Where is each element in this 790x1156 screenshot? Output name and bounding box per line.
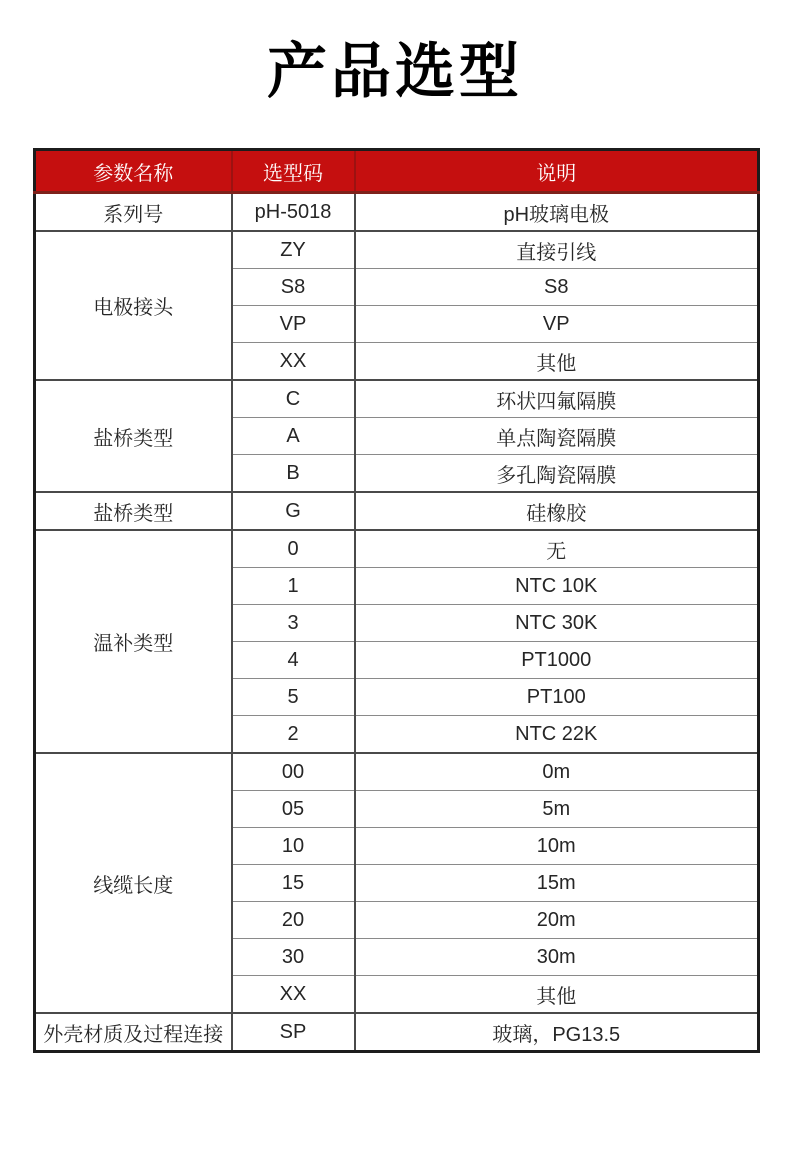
selection-code-cell: 2: [232, 716, 355, 754]
selection-code-cell: XX: [232, 343, 355, 381]
description-cell: 20m: [355, 902, 759, 939]
selection-code-cell: 10: [232, 828, 355, 865]
param-name-cell: 系列号: [35, 193, 232, 232]
selection-code-cell: 0: [232, 530, 355, 568]
selection-code-cell: pH-5018: [232, 193, 355, 232]
selection-code-cell: 1: [232, 568, 355, 605]
description-cell: 10m: [355, 828, 759, 865]
selection-code-cell: ZY: [232, 231, 355, 269]
description-cell: S8: [355, 269, 759, 306]
description-cell: 直接引线: [355, 231, 759, 269]
selection-code-cell: 5: [232, 679, 355, 716]
description-cell: 玻璃，PG13.5: [355, 1013, 759, 1052]
description-cell: 0m: [355, 753, 759, 791]
param-name-cell: 外壳材质及过程连接: [35, 1013, 232, 1052]
selection-code-cell: 00: [232, 753, 355, 791]
table-header: [35, 150, 759, 193]
param-name-cell: 盐桥类型: [35, 380, 232, 492]
selection-code-cell: 15: [232, 865, 355, 902]
description-cell: NTC 22K: [355, 716, 759, 754]
description-cell: 30m: [355, 939, 759, 976]
description-cell: 多孔陶瓷隔膜: [355, 455, 759, 493]
page-title: 产品选型: [267, 38, 523, 105]
param-name-cell: 温补类型: [35, 530, 232, 753]
table-row: [35, 753, 759, 791]
table-row: [35, 231, 759, 269]
header-cell-description: 说明: [355, 150, 759, 193]
table-row: [35, 193, 759, 232]
description-cell: 硅橡胶: [355, 492, 759, 530]
selection-code-cell: 3: [232, 605, 355, 642]
description-cell: 单点陶瓷隔膜: [355, 418, 759, 455]
description-cell: VP: [355, 306, 759, 343]
description-cell: NTC 10K: [355, 568, 759, 605]
param-name-cell: 盐桥类型: [35, 492, 232, 530]
selection-code-cell: SP: [232, 1013, 355, 1052]
description-cell: 无: [355, 530, 759, 568]
product-selection-table: [33, 148, 760, 1053]
table-row: [35, 492, 759, 530]
description-cell: pH玻璃电极: [355, 193, 759, 232]
selection-code-cell: 05: [232, 791, 355, 828]
description-cell: 环状四氟隔膜: [355, 380, 759, 418]
selection-code-cell: G: [232, 492, 355, 530]
description-cell: 其他: [355, 343, 759, 381]
header-cell-param-name: 参数名称: [35, 150, 232, 193]
table-row: [35, 1013, 759, 1052]
header-row: [35, 150, 759, 193]
selection-code-cell: B: [232, 455, 355, 493]
selection-code-cell: A: [232, 418, 355, 455]
selection-code-cell: C: [232, 380, 355, 418]
selection-code-cell: 20: [232, 902, 355, 939]
description-cell: 5m: [355, 791, 759, 828]
table-row: [35, 380, 759, 418]
selection-code-cell: VP: [232, 306, 355, 343]
param-name-cell: 线缆长度: [35, 753, 232, 1013]
description-cell: NTC 30K: [355, 605, 759, 642]
description-cell: PT100: [355, 679, 759, 716]
header-cell-selection-code: 选型码: [232, 150, 355, 193]
selection-code-cell: 4: [232, 642, 355, 679]
table-row: [35, 530, 759, 568]
description-cell: 其他: [355, 976, 759, 1014]
param-name-cell: 电极接头: [35, 231, 232, 380]
table-body: [35, 193, 759, 1052]
selection-code-cell: XX: [232, 976, 355, 1014]
selection-code-cell: S8: [232, 269, 355, 306]
description-cell: PT1000: [355, 642, 759, 679]
description-cell: 15m: [355, 865, 759, 902]
selection-code-cell: 30: [232, 939, 355, 976]
